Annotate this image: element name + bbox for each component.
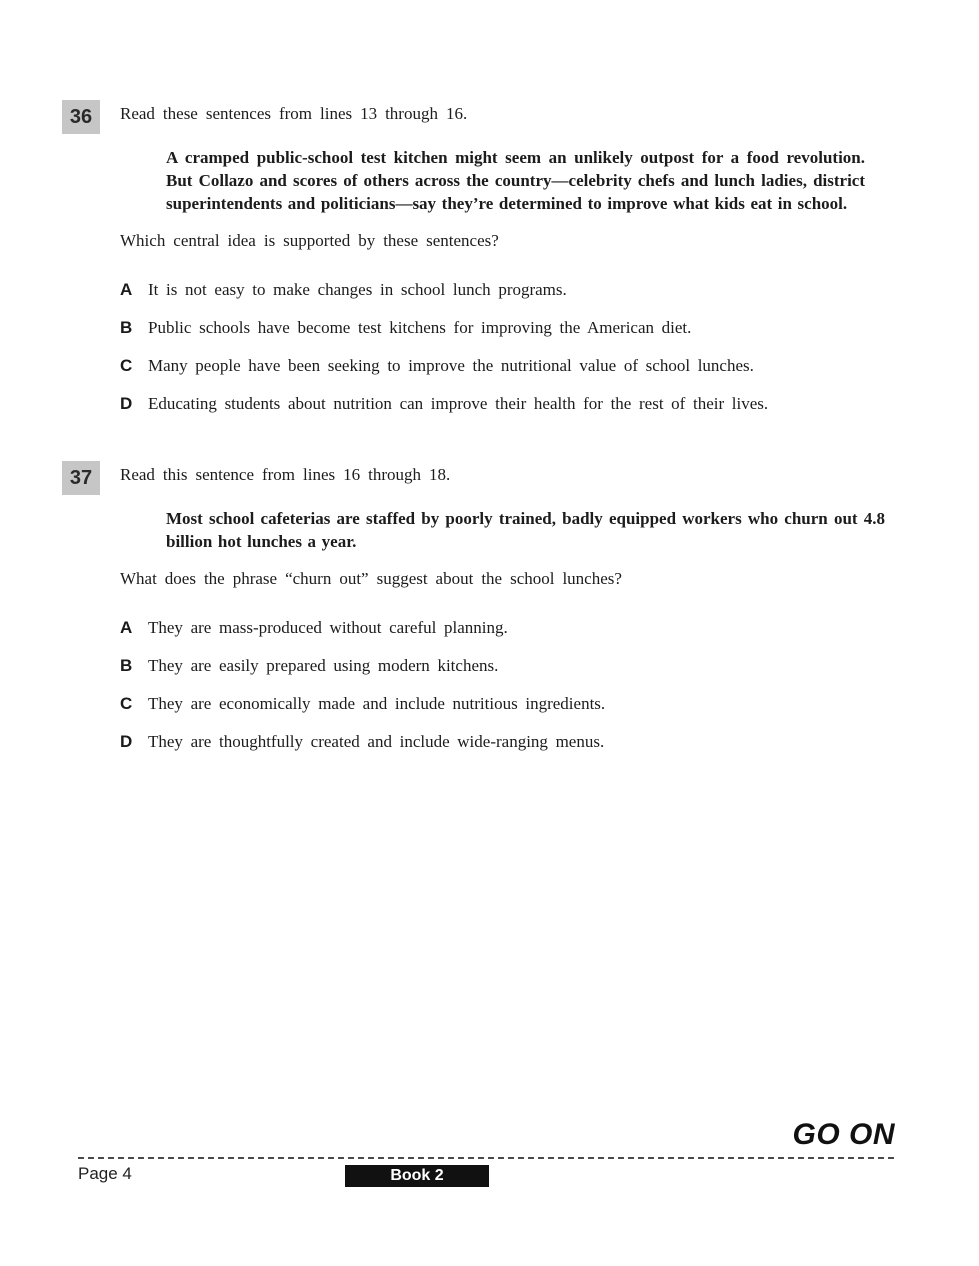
option-text: Educating students about nutrition can improve their health for the rest of their lives. bbox=[148, 394, 769, 413]
option-letter: C bbox=[120, 694, 133, 713]
question-prompt: Read this sentence from lines 16 through 18. bbox=[120, 465, 451, 484]
question-quote: Most school cafeterias are staffed by poorly trained, badly equipped workers who churn out 4.8 billion hot lunches a year. bbox=[166, 509, 885, 551]
answer-options bbox=[120, 279, 917, 414]
option-text: They are easily prepared using modern kitchens. bbox=[148, 656, 499, 675]
page-number-label: Page 4 bbox=[78, 1164, 132, 1183]
option-letter: A bbox=[120, 280, 133, 299]
question-header bbox=[62, 461, 917, 495]
answer-option-c bbox=[120, 693, 917, 714]
footer-row bbox=[78, 1164, 897, 1190]
option-letter: D bbox=[120, 732, 133, 751]
page-footer bbox=[78, 1118, 897, 1190]
answer-option-a bbox=[120, 617, 917, 638]
answer-option-d bbox=[120, 393, 917, 414]
question-header bbox=[62, 100, 917, 134]
option-text: Many people have been seeking to improve the nutritional value of school lunches. bbox=[148, 356, 754, 375]
option-letter: B bbox=[120, 656, 133, 675]
option-text: They are mass-produced without careful planning. bbox=[148, 618, 508, 637]
answer-option-b bbox=[120, 655, 917, 676]
question-prompt: Read these sentences from lines 13 through 16. bbox=[120, 104, 468, 123]
question-stem: What does the phrase “churn out” suggest about the school lunches? bbox=[120, 569, 622, 588]
answer-option-c bbox=[120, 355, 917, 376]
question-quote: A cramped public-school test kitchen might seem an unlikely outpost for a food revolution. But Collazo and scores of others across the country—celebrity chefs and lunch ladies, district superintendents and politicians—say they’re determined to improve what kids eat in school. bbox=[166, 148, 865, 213]
option-letter: D bbox=[120, 394, 133, 413]
question-number-badge: 37 bbox=[62, 461, 100, 495]
question-number-badge: 36 bbox=[62, 100, 100, 134]
option-letter: B bbox=[120, 318, 133, 337]
answer-option-b bbox=[120, 317, 917, 338]
option-letter: C bbox=[120, 356, 133, 375]
option-letter: A bbox=[120, 618, 133, 637]
answer-options bbox=[120, 617, 917, 752]
answer-option-a bbox=[120, 279, 917, 300]
option-text: They are economically made and include nutritious ingredients. bbox=[148, 694, 606, 713]
option-text: They are thoughtfully created and include wide-ranging menus. bbox=[148, 732, 605, 751]
question-stem: Which central idea is supported by these sentences? bbox=[120, 231, 499, 250]
go-on-label: GO ON bbox=[792, 1118, 895, 1151]
question-36 bbox=[62, 100, 917, 414]
option-text: Public schools have become test kitchens for improving the American diet. bbox=[148, 318, 692, 337]
book-badge: Book 2 bbox=[345, 1165, 489, 1187]
answer-option-d bbox=[120, 731, 917, 752]
question-37 bbox=[62, 461, 917, 752]
option-text: It is not easy to make changes in school lunch programs. bbox=[148, 280, 567, 299]
footer-divider bbox=[78, 1157, 897, 1159]
